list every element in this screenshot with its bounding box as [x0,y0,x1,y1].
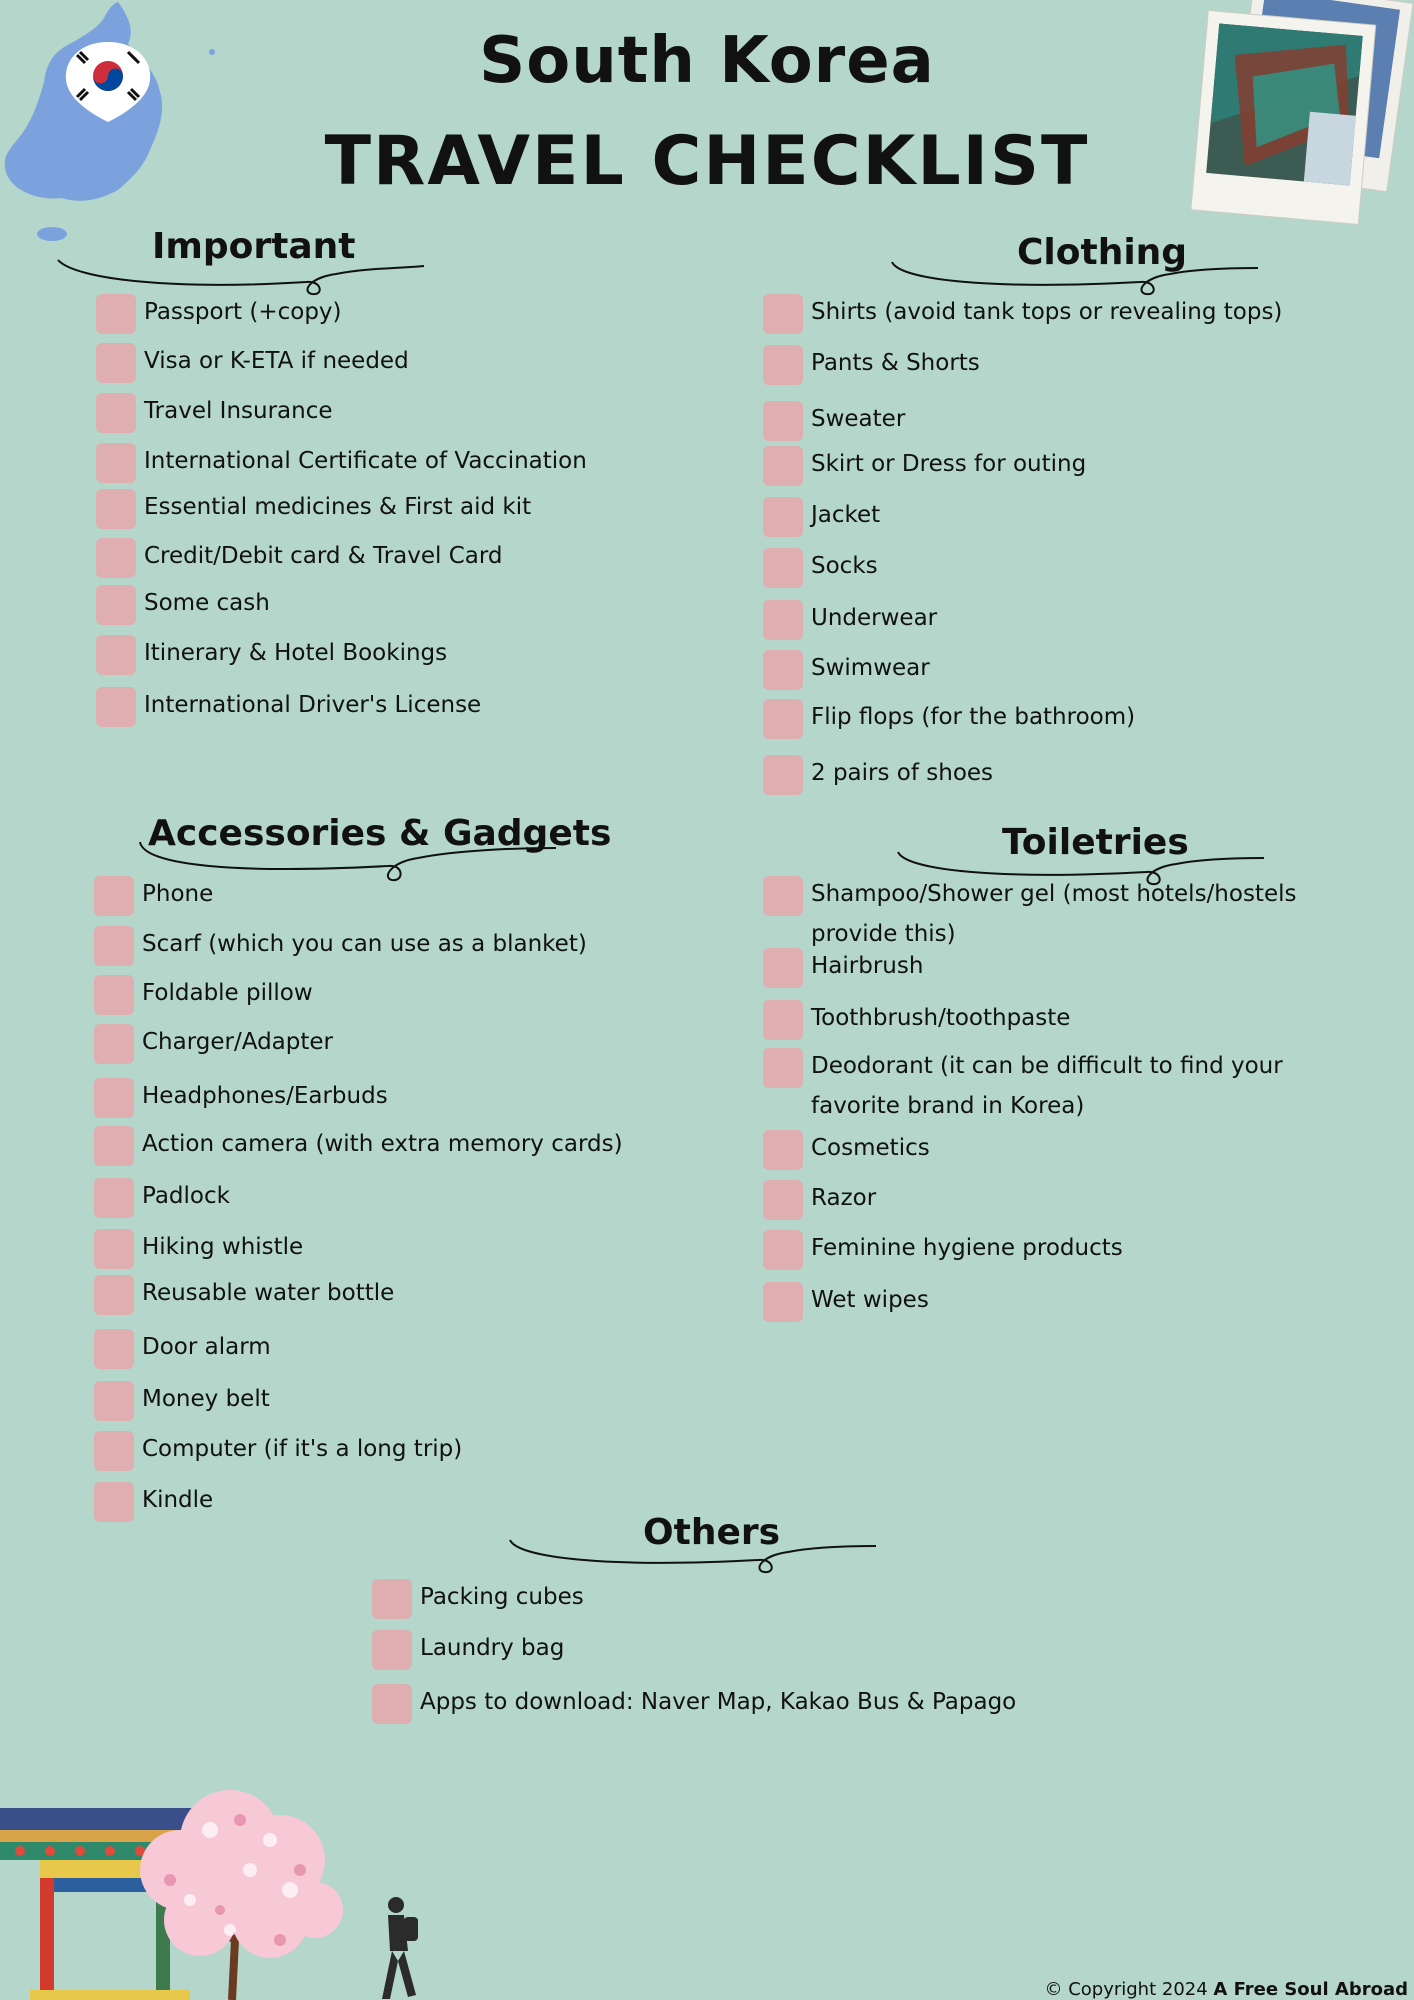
checklist-item-label: Hiking whistle [142,1234,304,1260]
checklist-item [763,946,1371,988]
checkbox[interactable] [763,401,803,441]
checklist-item [94,973,313,1015]
cherry-blossom-tree-illustration [100,1780,380,2000]
heading-accessories: Accessories & Gadgets [148,813,612,854]
checklist-item-label: Itinerary & Hotel Bookings [144,640,448,666]
heading-swirl [508,1538,878,1578]
checklist-item-label: Deodorant (it can be difficult to find your favorite brand in Korea) [811,1053,1283,1119]
checklist-item [763,598,937,640]
checklist-item [763,495,880,537]
checkbox[interactable] [372,1684,412,1724]
checklist-item [94,1327,271,1369]
checkbox[interactable] [763,876,803,916]
checklist-item [96,292,342,334]
checkbox[interactable] [763,699,803,739]
brand-name: A Free Soul Abroad [1213,1979,1408,2000]
checklist-item [94,874,213,916]
checklist-item-label: 2 pairs of shoes [811,760,994,786]
checklist-item [96,341,409,383]
checklist-item-label: Essential medicines & First aid kit [144,494,532,520]
checklist-item-label: Foldable pillow [142,980,313,1006]
checklist-item-label: Shampoo/Shower gel (most hotels/hostels provide this) [811,881,1297,947]
checkbox[interactable] [94,876,134,916]
checklist-item-label: Some cash [144,590,270,616]
checklist-item [763,697,1135,739]
checklist-item [96,487,531,529]
checkbox[interactable] [763,948,803,988]
checkbox[interactable] [94,1126,134,1166]
checkbox[interactable] [96,343,136,383]
checklist-item-label: Charger/Adapter [142,1029,333,1055]
checkbox[interactable] [94,1024,134,1064]
checklist-item-label: Travel Insurance [144,398,333,424]
checklist-item [763,399,905,441]
checklist-item [763,292,1282,334]
checklist-item-label: Skirt or Dress for outing [811,451,1087,477]
checklist-item-label: Passport (+copy) [144,299,342,325]
checklist-item-label: Computer (if it's a long trip) [142,1436,463,1462]
checkbox[interactable] [96,443,136,483]
checklist-item [763,648,930,690]
checklist-item [763,753,993,795]
checkbox[interactable] [763,650,803,690]
checklist-item [94,924,587,966]
checklist-item-label: Credit/Debit card & Travel Card [144,543,503,569]
checklist-item-label: Hairbrush [811,953,924,979]
checkbox[interactable] [94,1482,134,1522]
checkbox[interactable] [763,1180,803,1220]
checklist-item-label: Cosmetics [811,1135,930,1161]
checkbox[interactable] [763,446,803,486]
title-country: South Korea [479,24,935,98]
copyright [1044,1979,1408,2000]
checklist-item [94,1076,388,1118]
checklist-item-label: Pants & Shorts [811,350,980,376]
checklist-item-label: Wet wipes [811,1287,929,1313]
checklist-item-label: Laundry bag [420,1635,565,1661]
checkbox[interactable] [763,497,803,537]
checkbox[interactable] [94,1078,134,1118]
checkbox[interactable] [763,345,803,385]
checklist-item [96,441,587,483]
checkbox[interactable] [96,687,136,727]
checklist-item [94,1379,270,1421]
checklist-item-label: Apps to download: Naver Map, Kakao Bus & Papago [420,1689,1017,1715]
checklist-item-label: Socks [811,553,878,579]
checkbox[interactable] [94,1329,134,1369]
checklist-item [94,1480,213,1522]
checklist-item-label: Action camera (with extra memory cards) [142,1131,623,1157]
checkbox[interactable] [94,1431,134,1471]
heading-others: Others [643,1512,781,1553]
checklist-item-label: Underwear [811,605,938,631]
checklist-item-label: Feminine hygiene products [811,1235,1123,1261]
checklist-item-label: Door alarm [142,1334,271,1360]
heading-toiletries: Toiletries [1002,822,1189,863]
checklist-item [94,1227,303,1269]
checklist-item [96,685,481,727]
checkbox[interactable] [763,1230,803,1270]
checklist-item-label: Razor [811,1185,877,1211]
checklist-item [763,1046,1371,1126]
checklist-item [763,998,1371,1040]
checkbox[interactable] [763,294,803,334]
checklist-item [96,633,447,675]
checkbox[interactable] [763,1048,803,1088]
checklist-item-label: International Driver's License [144,692,482,718]
checkbox[interactable] [763,755,803,795]
checklist-item [94,1176,230,1218]
checklist-item [763,546,878,588]
checklist-item [372,1577,584,1619]
checklist-item [763,1280,1371,1322]
checklist-item-label: Shirts (avoid tank tops or revealing tops) [811,299,1283,325]
checklist-item [372,1682,1016,1724]
checklist-item-label: Sweater [811,406,906,432]
checkbox[interactable] [94,1275,134,1315]
checkbox[interactable] [94,1178,134,1218]
checklist-item-label: Packing cubes [420,1584,584,1610]
checklist-item [372,1628,564,1670]
checkbox[interactable] [94,1229,134,1269]
heading-clothing: Clothing [1017,232,1188,273]
checklist-item-label: Headphones/Earbuds [142,1083,388,1109]
checklist-item-label: Kindle [142,1487,214,1513]
checklist-item-label: Phone [142,881,214,907]
checklist-item [763,343,980,385]
checklist-item [763,1178,1371,1220]
checklist-item [763,444,1086,486]
checkbox[interactable] [763,1000,803,1040]
checkbox[interactable] [94,975,134,1015]
heading-important: Important [152,226,356,267]
checklist-item [94,1022,333,1064]
checklist-item [763,1228,1371,1270]
checkbox[interactable] [763,1282,803,1322]
checklist-item-label: Scarf (which you can use as a blanket) [142,931,587,957]
checklist-item [94,1429,462,1471]
checkbox[interactable] [372,1630,412,1670]
checkbox[interactable] [96,585,136,625]
checklist-item-label: Visa or K-ETA if needed [144,348,409,374]
checklist-item-label: International Certificate of Vaccination [144,448,587,474]
checklist-item-label: Money belt [142,1386,270,1412]
checklist-item-label: Padlock [142,1183,230,1209]
checklist-item [96,536,503,578]
checkbox[interactable] [96,294,136,334]
hiker-silhouette [370,1895,430,2000]
checkbox[interactable] [96,393,136,433]
checklist-item [763,1128,1371,1170]
checklist-item [763,874,1371,954]
checklist-item-label: Swimwear [811,655,930,681]
checklist-item-label: Reusable water bottle [142,1280,395,1306]
checklist-item-label: Flip flops (for the bathroom) [811,704,1136,730]
checkbox[interactable] [763,1130,803,1170]
checklist-item [96,391,333,433]
title-checklist: TRAVEL CHECKLIST [324,122,1090,201]
checkbox[interactable] [94,1381,134,1421]
checkbox[interactable] [96,635,136,675]
checklist-item-label: Jacket [811,502,881,528]
checkbox[interactable] [763,548,803,588]
checkbox[interactable] [96,538,136,578]
checklist-item [94,1124,623,1166]
checkbox[interactable] [763,600,803,640]
checkbox[interactable] [372,1579,412,1619]
checkbox[interactable] [96,489,136,529]
checklist-item [96,583,270,625]
checklist-item-label: Toothbrush/toothpaste [811,1005,1071,1031]
checklist-item [94,1273,394,1315]
copyright-text: © Copyright 2024 [1044,1979,1208,2000]
checkbox[interactable] [94,926,134,966]
